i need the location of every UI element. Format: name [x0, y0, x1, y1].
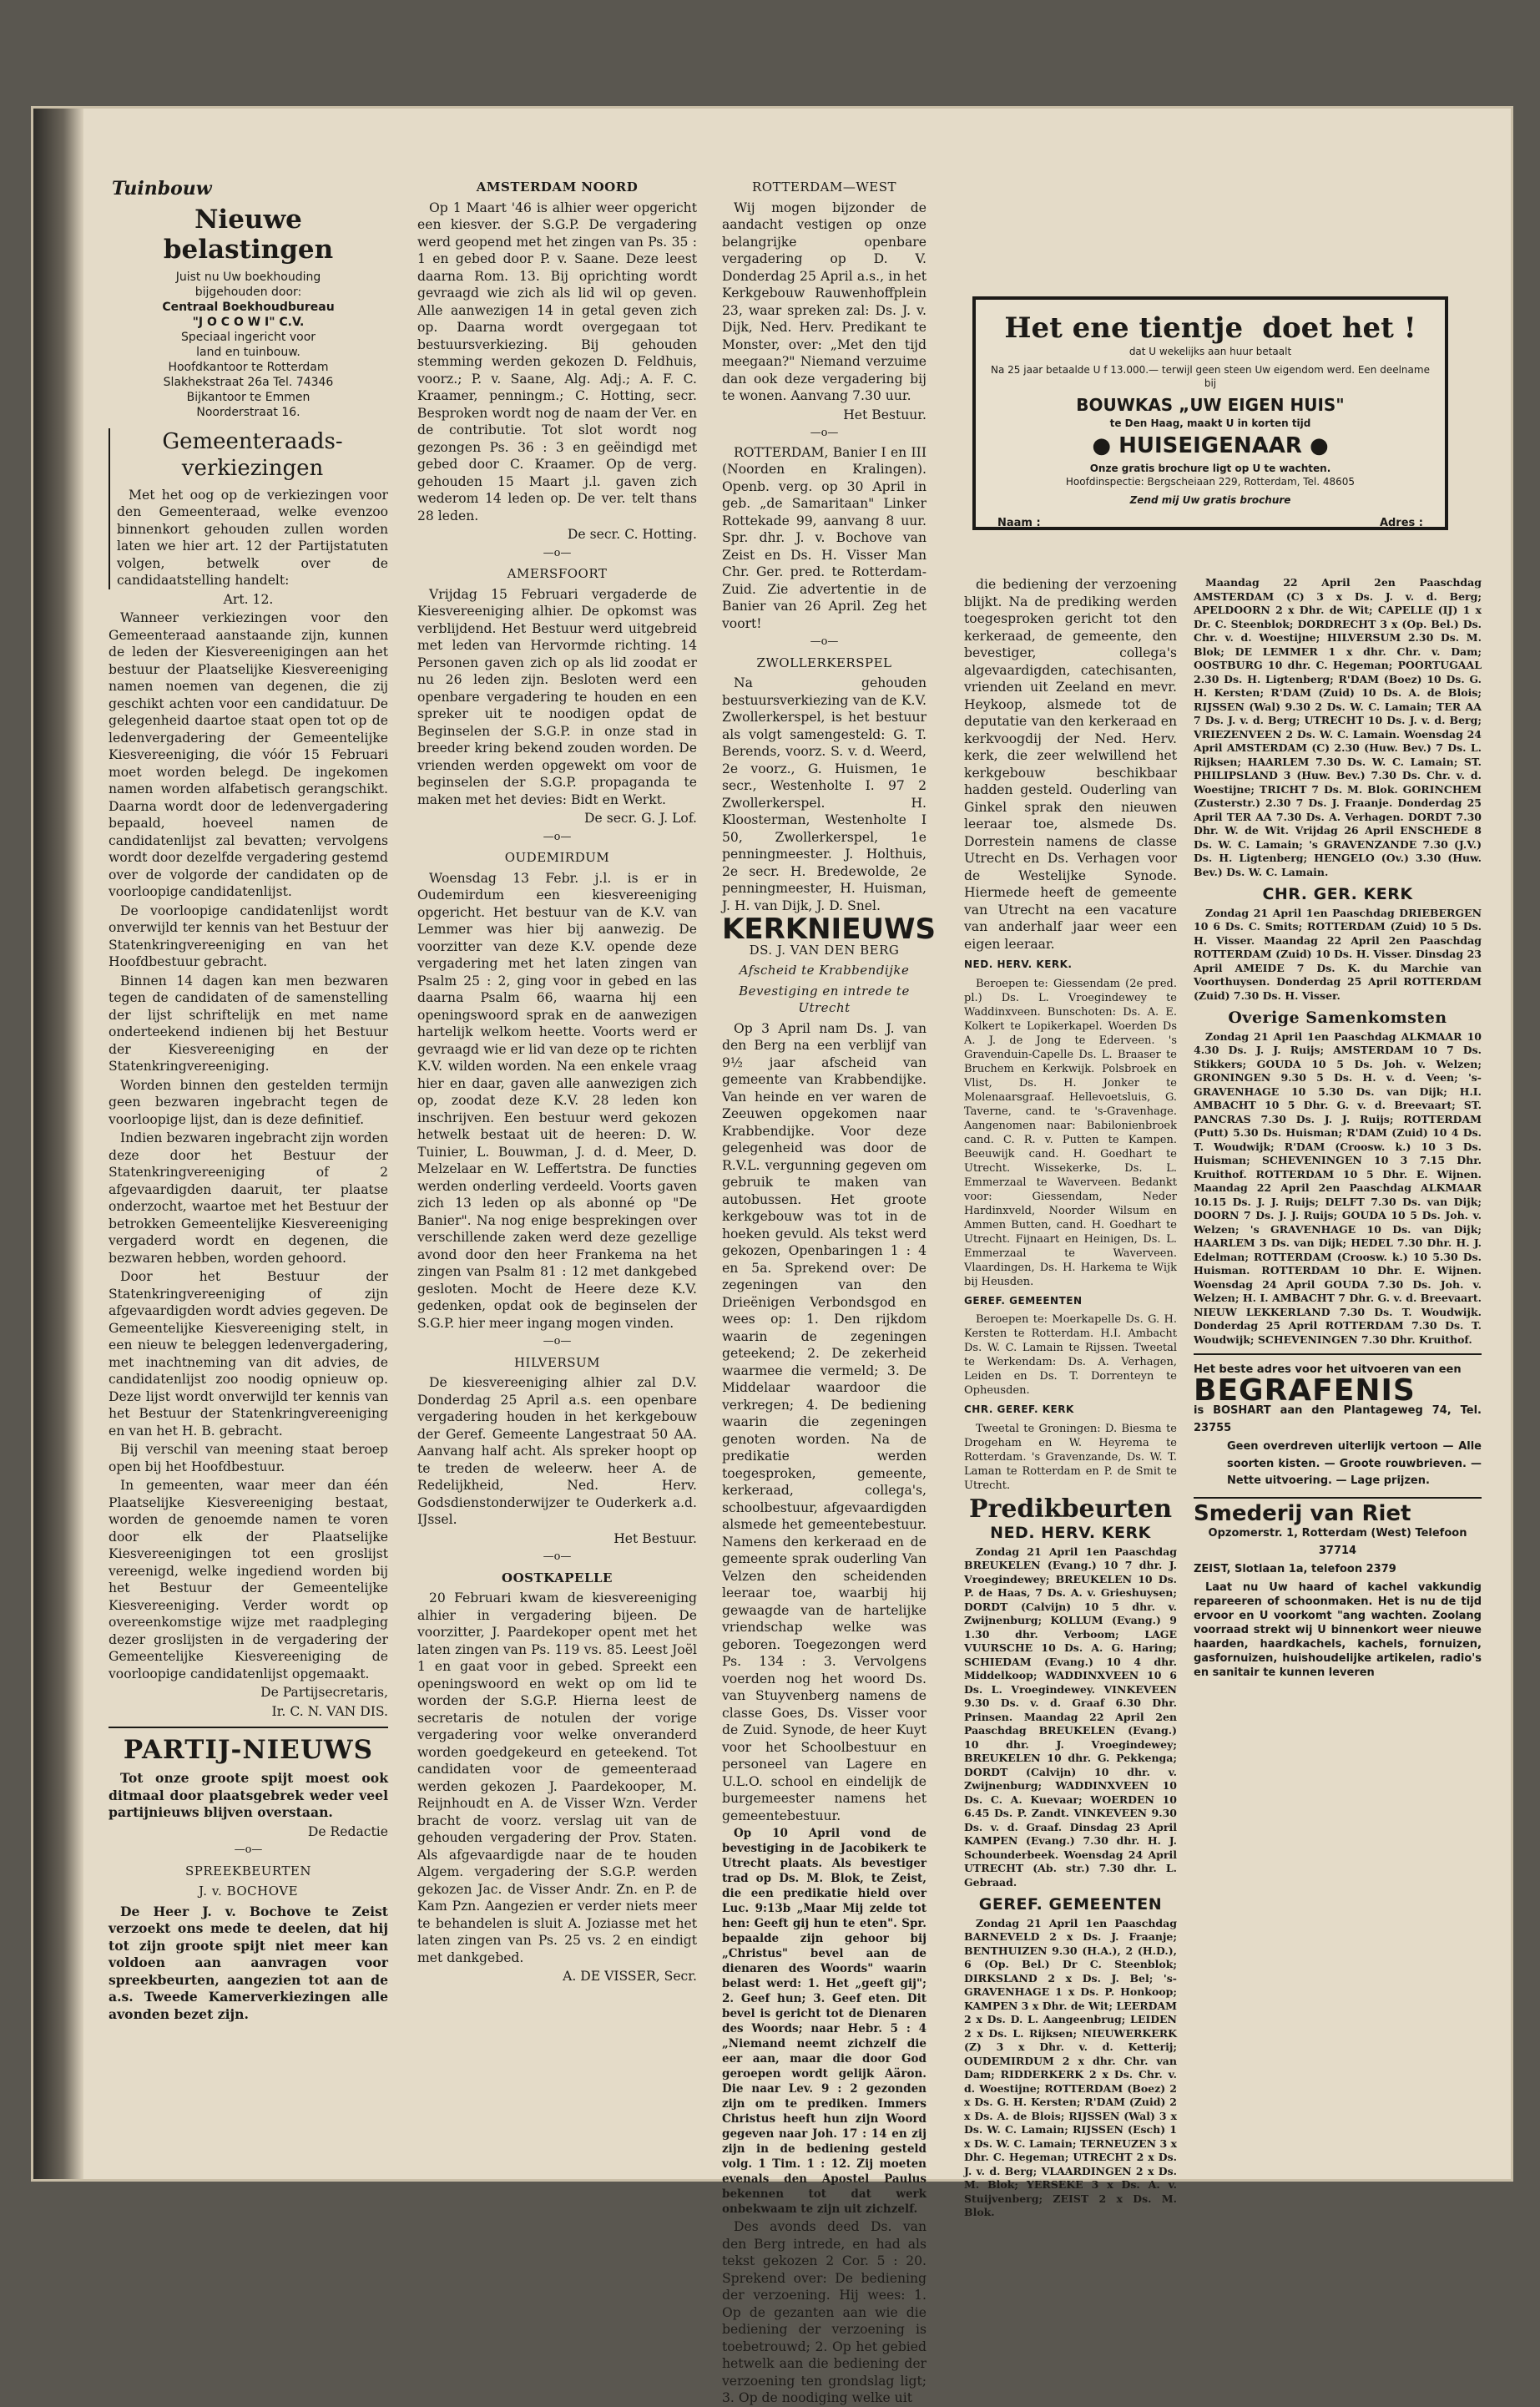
headline-nieuwe-belastingen: Nieuwe belastingen — [163, 204, 334, 265]
article-paragraph: De kiesvereeniging alhier zal D.V. Donderdag 25 April a.s. een openbare vergadering houden in het kerkgebouw der Geref. Gemeente Langestraat 50 AA. Aanvang half acht. Als spreker hoopt op te treden de weleerw. heer A. de Redelijkheid, Ned. Herv. Godsdienstonderwijzer te Ouderkerk a.d. IJssel. — [417, 1375, 697, 1527]
signature: De secr. C. Hotting. — [567, 527, 697, 542]
article-paragraph: Door het Bestuur der Statenkringvereeniging of zijn afgevaardigden wordt advies gegeven. De Gemeentelijke Kiesvereeniging stelt, in een nieuw te beleggen ledenvergadering, met inachtneming van dit advies, de candidatenlijst zoo noodig opnieuw op. Deze lijst wordt onverwijld ter kennis van het Bestuur der Statenkringvereeniging en van het H. B. gebracht. — [109, 1269, 388, 1439]
article-paragraph: Op 1 Maart '46 is alhier weer opgericht een kiesver. der S.G.P. De vergadering werd geopend met het zingen van Ps. 35 : 1 en gebed door P. v. Saane. Deze leest daarna Rom. 13. Bij oprichting wordt gevraagd wie zich als lid wil op geven. Alle aanwezigen 14 in getal geven zich op. Daarna wordt overgegaan tot bestuursverkiezing. Bij gehouden stemming werden gekozen D. Feldhuis, voorz.; P. v. Saane, Alg. Adj.; A. F. C. Kraamer, penningm.; C. Hotting, secr. Besproken wordt nog de naam der Ver. en de contributie. Tot slot wordt nog gezongen Ps. 36 : 3 en geëindigd met gebed door C. Kraamer. Op de verg. gehouden 15 Maart j.l. gaven zich wederom 14 leden op. De ver. telt thans 28 leden. — [417, 200, 697, 523]
divider-ornament: —o— — [543, 1335, 572, 1348]
binding-spine — [33, 109, 83, 2179]
ad-address: Hoofdinspectie: Bergscheiaan 229, Rotterdam, Tel. 48605 — [1065, 476, 1356, 488]
column-5 — [1194, 576, 1482, 2121]
article-paragraph: die bediening der verzoening blijkt. Na de prediking werden toegesproken gericht tot den kerkeraad, de gemeente, den bevestiger, collega's algevaardigden, catechisanten, vrienden uit Zeeland en mevr. Heykoop, alsmede tot de deputatie van den kerkeraad en kerkvoogdij der Ned. Herv. kerk, die zeer welwillend het kerkgebouw beschikbaar hadden gesteld. Ouderling van Ginkel sprak den nieuwen leeraar toe, alsmede Ds. Dorrestein namens de classe Utrecht en Ds. Verhagen voor de Westelijke Synode. Hiermede heeft de gemeente van Utrecht na een vacature van anderhalf jaar weer een eigen leeraar. — [964, 577, 1177, 952]
subheading-chr-ger-kerk: CHR. GER. KERK — [1262, 885, 1413, 903]
intro-line: "J O C O W I" C.V. — [192, 315, 305, 329]
article-paragraph: ROTTERDAM, Banier I en III (Noorden en Kralingen). Openb. verg. op 30 April in geb. „de Samaritaan" Linker Rottekade 99, aanvang 8 uur. Spr. dhr. J. v. Bochove van Zeist en Ds. H. Visser Man Chr. Ger. pred. te Rotterdam-Zuid. Zie advertentie in de Banier van 26 April. Zeg het voort! — [722, 444, 927, 631]
subheading-ned-herv-kerk-2: NED. HERV. KERK — [990, 1524, 1151, 1542]
signature: Het Bestuur. — [613, 1530, 697, 1546]
signature: A. DE VISSER, Secr. — [563, 1969, 697, 1984]
subheading-bevestiging: Bevestiging en intrede te Utrecht — [739, 983, 910, 1015]
article-paragraph: Indien bezwaren ingebracht zijn worden deze door het Bestuur der Statenkringvereeniging of 2 afgevaardigden daaruit, ter plaatse onderzocht, waartoe met het Bestuur der betrokken Gemeentelijke Kiesvereeniging vergaderd wordt en degenen, die bezwaren hebben, worden gehoord. — [109, 1130, 388, 1266]
subheading-van-den-berg: DS. J. VAN DEN BERG — [749, 942, 900, 958]
divider-ornament: —o— — [543, 546, 572, 559]
article-paragraph: De Heer J. v. Bochove te Zeist verzoekt ons mede te deelen, dat hij tot zijn groote spijt niet meer kan voldoen aan aanvragen voor spreekbeurten, aangezien tot aan de a.s. Tweede Kamerverkiezingen alle avonden bezet zijn. — [109, 1903, 388, 2022]
article-paragraph: Op 10 April vond de bevestiging in de Jacobikerk te Utrecht plaats. Als bevestiger trad op Ds. M. Blok, te Zeist, die een predikatie hield over Luc. 9:13b „Maar Mij zelde tot hen: Geeft gij hun te eten". Spr. bepaalde zijn gehoor bij „Christus" bevel aan de dienaren des Woords" waarin belast werd: 1. Het „geeft gij"; 2. Geef hun; 3. Geef eten. Dit bevel is gericht tot de Dienaren des Woords; naar Hebr. 5 : 4 „Niemand neemt zichzelf die eer aan, maar die door God geroepen wordt gelijk Aäron. Die naar Lev. 9 : 2 gezonden zijn om te prediken. Immers Christus heeft hun zijn Woord gegeven naar Joh. 17 : 14 en zij zijn in de bediening gesteld volg. 1 Tim. 1 : 12. Zij moeten evenals den Apostel Paulus bekennen tot dat werk onbekwaam te zijn uit zichzelf. — [722, 1827, 927, 2216]
intro-line: Centraal Boekhoudbureau — [162, 300, 335, 314]
ad-text: Na 25 jaar betaalde U f 13.000.— terwijl geen steen Uw eigendom werd. Een deelname bij — [991, 364, 1430, 389]
ad-huiseigenaar: ● HUISEIGENAAR ● — [1092, 433, 1329, 458]
article-paragraph: 20 Februari kwam de kiesvereeniging alhier in vergadering bijeen. De voorzitter, J. Paardekoper opent met het laten zingen van Ps. 119 vs. 85. Leest Joël 1 en gaat voor in gebed. Spreekt een openingswoord en wekt op om lid te worden der S.G.P. Hierna leest de secretaris de notulen der vorige vergadering voor welke onveranderd worden goedgekeurd en geteekend. Tot candidaten voor de gemeenteraad werden gekozen J. Paardekooper, M. Reijnhoudt en A. de Visser Wzn. Verder bracht de voorz. verslag uit van de gehouden vergadering der Prov. Staten. Als afgevaardigde naar de te houden Algem. vergadering der S.G.P. werden gekozen Jac. de Visser Andr. Zn. en P. de Kam Pzn. Aangezien er verder niets meer te behandelen is sluit A. Joziasse met het laten zingen van Ps. 25 vs. 2 en eindigt met dankgebed. — [417, 1590, 697, 1965]
subheading-spreekbeurten: SPREEKBEURTEN — [185, 1863, 311, 1879]
newspaper-page — [33, 109, 1511, 2405]
article-paragraph: Wij mogen bijzonder de aandacht vestigen op onze belangrijke openbare vergadering op D. V. Donderdag 25 April a.s., in het Kerkgebouw Rauwenhoffplein 23, waar spreken zal: Ds. J. v. Dijk, Ned. Herv. Predikant te Monster, over: „Met den tijd meegaan?" Niemand verzuime dan ook deze vergadering bij te wonen. Aanvang 7.30 uur. — [722, 200, 927, 403]
article-paragraph: In gemeenten, waar meer dan één Plaatselijke Kiesvereeniging bestaat, worden de genoemde namen te voren door elk der Plaatselijke Kiesvereenigingen tot een groslijst vereenigd, welke ingediend worden bij het Bestuur der Gemeentelijke Kiesvereeniging. Verder wordt op overeenkomstige wijze met raadpleging dezer groslijsten in de vergadering der Gemeentelijke Kiesvereeniging de voorloopige candidatenlijst opgemaakt. — [109, 1478, 388, 1681]
article-paragraph: Tweetal te Groningen: D. Biesma te Drogeham en W. Heyrema te Rotterdam. 's Gravenzande, Ds. W. T. Laman te Rotterdam en P. de Smit te Utrecht. — [964, 1422, 1177, 1492]
ad-address-label: Adres : — [1379, 517, 1423, 529]
divider-ornament: —o— — [810, 427, 839, 439]
smederij-ad-title: Smederij van Riet — [1194, 1500, 1411, 1526]
subheading-ned-herv-kerk: NED. HERV. KERK. — [964, 958, 1073, 970]
ad-headline-left: Het ene tientje — [1004, 311, 1244, 345]
article-paragraph: Vrijdag 15 Februari vergaderde de Kiesvereeniging alhier. De opkomst was verblijdend. Het Bestuur werd uitgebreid met leden van Hervormde richting. 14 Personen gaven zich op als lid zoodat er nu 26 leden zijn. Besloten werd een openbare vergadering te houden en een spreker uit te noodigen opdat de Beginselen der S.G.P. in onze stad in breeder kring bekend zouden worden. De vrienden werden opgewekt om voor de beginselen der S.G.P. propaganda te maken met het devies: Bidt en Werkt. — [417, 586, 697, 807]
divider — [1194, 1353, 1482, 1355]
subheading-overige-samenkomsten: Overige Samenkomsten — [1228, 1009, 1447, 1027]
bouwkas-advertisement — [972, 296, 1448, 530]
article-paragraph: Na gehouden bestuursverkiezing van de K.V. Zwollerkerspel, is het bestuur als volgt samengesteld: G. T. Berends, voorz. S. v. d. Weerd, 2e voorz., G. Huismen, 1e secr., Westenholte I. 97 2 Zwollerkerspel. H. Kloosterman, Westenholte I 50, Zwollerkerspel, 1e penningmeester. J. Holthuis, 2e secr. H. Bredewolde, 2e penningmeester, H. Huisman, J. H. van Dijk, J. D. Snel. — [722, 675, 927, 913]
ad-name-label: Naam : — [997, 517, 1041, 529]
article-paragraph: Tot onze groote spijt moest ook ditmaal door plaatsgebrek weder veel partijnieuws blijven overstaan. — [109, 1770, 388, 1820]
signature: De secr. G. J. Lof. — [584, 811, 697, 826]
subheading-zwollerkerspel: ZWOLLERKERSPEL — [756, 655, 892, 670]
subheading-amsterdam-noord: AMSTERDAM NOORD — [476, 180, 639, 195]
ad-text: Onze gratis brochure ligt op U te wachten. — [1089, 463, 1331, 474]
subheading-oudemirdum: OUDEMIRDUM — [504, 850, 610, 865]
section-kicker: Tuinbouw — [112, 178, 212, 200]
intro-line: Bijkantoor te Emmen — [186, 390, 311, 404]
intro-line: Slakhekstraat 26a Tel. 74346 — [163, 375, 334, 389]
intro-line: Hoofdkantoor te Rotterdam — [168, 360, 329, 374]
article-paragraph: Binnen 14 dagen kan men bezwaren tegen de candidaten of de samenstelling der lijst schriftelijk en met name onderteekend indienen bij het Bestuur der Kiesvereeniging en der Statenkringvereeniging. — [109, 973, 388, 1074]
ad-text: te Den Haag, maakt U in korten tijd — [1109, 417, 1311, 429]
divider-ornament: —o— — [543, 1550, 572, 1563]
ad-subline: dat U wekelijks aan huur betaalt — [1128, 346, 1292, 357]
begrafenis-ad-title: BEGRAFENIS — [1194, 1373, 1416, 1408]
article-paragraph: Op 3 April nam Ds. J. van den Berg na een verblijf van 9½ jaar afscheid van gemeente van Krabbendijke. Van heinde en ver waren de Zeeuwen opgekomen naar Krabbendijke. Voor deze gelegenheid was door de R.V.L. vergunning gegeven om gebruik te maken van autobussen. Het groote kerkgebouw was tot in de hoeken gevuld. Als tekst werd gekozen, Openbaringen 1 : 4 en 5a. Sprekend over: De zegeningen van den Drieënigen Verbondsgod en wees op: 1. Den rijkdom waarin de zegeningen geteekend; 2. De zekerheid waarmee die vermeld; 3. De Middelaar waardoor die verkregen; 4. De bediening waarin die zegeningen genoten worden. Na de predikatie werden toegesproken, gemeente, kerkeraad, collega's, schoolbestuur, afgevaardigden alsmede het gemeentebestuur. Namens den kerkeraad en de gemeente sprak ouderling Van Velzen den scheidenden leeraar toe, waarbij hij gewaagde van de hartelijke vriendschap welke was geboren. Toegezongen werd Ps. 134 : 3. Vervolgens voerden nog het woord Ds. van Stuyvenberg namens de classe Goes, Ds. Visser voor de Zuid. Synode, de heer Kuyt voor het Schoolbestuur en personeel van Lagere en U.L.O. school en eindelijk de burgemeester namens het gemeentebestuur. — [722, 1020, 927, 1823]
article-paragraph: Beroepen te: Giessendam (2e pred. pl.) Ds. L. Vroegindewey te Waddinxveen. Bunschoten: Ds. A. E. Kolkert te Lopikerkapel. Woerden Ds A. J. de Jong te Ederveen. 's Gravenduin-Capelle Ds. L. Braaser te Bruchem en Kerkwijk. Polsbroek en Vlist, Ds. H. Jonker te Molenaarsgraaf. Hellevoetsluis, G. Taverne, cand. te 's-Gravenhage. Aangenomen naar: Babilonienbroek cand. C. R. v. Putten te Kampen. Beeuwijk cand. H. Goedhart te Utrecht. Wissekerke, Ds. L. Emmerzaal te Waverveen. Bedankt voor: Giessendam, Neder Hardinxveld, Noorder Wilsum en Ammen Butten, cand. H. Goedhart te Utrecht. Fijnaart en Heinigen, Ds. L. Emmerzaal te Waverveen. Vlaardingen, Ds. H. Harkema te Wijk bij Heusden. — [964, 977, 1177, 1288]
article-paragraph: Wanneer verkiezingen voor den Gemeenteraad aanstaande zijn, kunnen de leden der Kiesvereenigingen aan het bestuur der Plaatselijke Kiesvereeniging namen noemen van degenen, die zij geschikt achten voor een candidatuur. De gelegenheid daartoe staat open tot op de ledenvergadering der Gemeentelijke Kiesvereeniging, die vóór 15 Februari moet worden belegd. De ingekomen namen worden alfabetisch gerangschikt. Daarna wordt door de ledenvergadering bepaald, hoeveel namen de candidatenlijst zal bevatten; vervolgens wordt door dezelfde vergadering gestemd over de volgorde der candidaten op de voorloopige candidatenlijst. — [109, 610, 388, 899]
divider-ornament: —o— — [234, 1843, 263, 1856]
ad-company: BOUWKAS „UW EIGEN HUIS" — [1076, 395, 1345, 415]
intro-line: Speciaal ingericht voor — [180, 330, 316, 344]
divider-ornament: —o— — [543, 830, 572, 843]
article-paragraph: Beroepen te: Moerkapelle Ds. G. H. Kersten te Rotterdam. H.I. Ambacht Ds. W. C. Lamain te Rijssen. Tweetal te Werkendam: Ds. A. Verhagen, Leiden en Ds. T. Dorrenteyn te Opheusden. — [964, 1313, 1177, 1397]
column-2 — [417, 175, 697, 2121]
subheading-geref-gemeenten-2: GEREF. GEMEENTEN — [978, 1895, 1163, 1914]
smederij-ad-zeist: ZEIST, Slotlaan 1a, telefoon 2379 — [1194, 1563, 1396, 1575]
column-4 — [964, 576, 1177, 2218]
article-paragraph: De voorloopige candidatenlijst wordt onverwijld ter kennis van het Bestuur der Statenkringvereeniging en van het Hoofdbestuur gebracht. — [109, 903, 388, 969]
headline-partij-nieuws: PARTIJ-NIEUWS — [123, 1735, 374, 1765]
subheading-bochove: J. v. BOCHOVE — [198, 1884, 299, 1899]
intro-block — [109, 270, 388, 420]
subheading-oostkapelle: OOSTKAPELLE — [502, 1570, 613, 1585]
subheading-geref-gemeenten: GEREF. GEMEENTEN — [964, 1294, 1083, 1307]
subheading-chr-geref-kerk: CHR. GEREF. KERK — [964, 1403, 1074, 1415]
subheading-afscheid: Afscheid te Krabbendijke — [739, 963, 910, 978]
headline-predikbeurten: Predikbeurten — [968, 1494, 1173, 1524]
schedule-list: Maandag 22 April 2en Paaschdag AMSTERDAM (C) 3 x Ds. J. v. d. Berg; APELDOORN 2 x Dhr. de Wit; CAPELLE (IJ) 1 x Dr. C. Steenblok; DORDRECHT 3 x (Op. Bel.) Ds. Chr. v. d. Woestijne; HILVERSUM 2.30 Ds. M. Blok; DE LEMMER 1 x dhr. Chr. v. Dam; OOSTBURG 10 dhr. C. Hegeman; POORTUGAAL 2.30 Ds. H. Ligtenberg; R'DAM (Boez) 10 Ds. G. H. Kersten; R'DAM (Zuid) 10 Ds. A. de Blois; RIJSSEN (Wal) 9.30 2 Ds. W. C. Lamain; TER AA 7 Ds. J. v. d. Berg; UTRECHT 10 Ds. J. v. d. Berg; VRIEZENVEEN 2 Ds. W. C. Lamain. Woensdag 24 April AMSTERDAM (C) 2.30 (Huw. Bev.) 7 Ds. L. Rijksen; HAARLEM 7.30 Ds. W. C. Lamain; ST. PHILIPSLAND 3 (Huw. Bev.) 7.30 Ds. Chr. v. d. Woestijne; TRICHT 7 Ds. M. Blok. GORINCHEM (Zusterstr.) 2.30 7 Ds. J. Fraanje. Donderdag 25 April TER AA 7.30 Ds. A. Verhagen. DORDT 7.30 Dhr. W. de Wit. Vrijdag 26 April ENSCHEDE 8 Ds. W. C. Lamain; 's GRAVENZANDE 7.30 (J.V.) Ds. H. Ligtenberg; HENGELO (Ov.) 3.30 (Huw. Bev.) Ds. W. C. Lamain. — [1194, 576, 1482, 878]
ad-headline-right: doet het ! — [1262, 311, 1416, 345]
ad-coupon-text: Zend mij Uw gratis brochure — [1129, 494, 1291, 506]
signature: De Redactie — [307, 1823, 388, 1839]
article-paragraph: Worden binnen den gestelden termijn geen bezwaren ingebracht tegen de voorloopige lijst, dan is deze definitief. — [109, 1077, 388, 1127]
begrafenis-ad-text: Geen overdreven uiterlijk vertoon — Alle soorten kisten. — Groote rouwbrieven. — Nette uitvoering. — Lage prijzen. — [1227, 1440, 1482, 1487]
article-paragraph: Woensdag 13 Febr. j.l. is er in Oudemirdum een kiesvereeniging opgericht. Het bestuur van de K.V. van Lemmer was hier bij aanwezig. De voorzitter van deze K.V. opende deze vergadering met het laten zingen van Psalm 25 : 2, ging voor in gebed en las daarna Psalm 66, waarna hij een openingswoord sprak en de aanwezigen hartelijk welkom heette. Voorts werd er gevraagd wie er lid van deze op te richten K.V. wilden worden. Na een enkele vraag hier en daar, gaven alle aanwezigen zich op, zoodat deze K.V. 28 leden kon inschrijven. Een bestuur werd gekozen hetwelk bestaat uit de heeren: D. W. Tuinier, L. Bouwman, J. d. d. Meer, D. Melzelaar en W. Leffertstra. De functies werden onderling verdeeld. Voorts gaven zich 13 leden op als abonné op "De Banier". Na nog enige besprekingen over verschillende zaken werd deze gezellige avond door den heer Frankema na het zingen van Psalm 81 : 12 met dankgebed gesloten. Mocht de Heere deze K.V. gedenken, opdat ook de beginselen der S.G.P. hier meer ingang mogen vinden. — [417, 870, 697, 1331]
gemeenteraad-article — [109, 428, 388, 589]
signature-title: De Partijsecretaris, — [260, 1685, 388, 1700]
headline-gemeenteraadsverkiezingen: Gemeenteraads- verkiezingen — [162, 428, 343, 481]
schedule-list: Zondag 21 April 1en Paaschdag ALKMAAR 10 4.30 Ds. J. J. Ruijs; AMSTERDAM 10 7 Ds. Stikkers; GOUDA 10 5 Ds. Joh. v. Welzen; GRONINGEN 9.30 5 Ds. H. v. d. Veen; 's-GRAVENHAGE 10 5.30 Ds. van Dijk; H.I. AMBACHT 10 5 Dhr. G. v. d. Breevaart; ST. PANCRAS 7.30 Ds. J. J. Ruijs; ROTTERDAM (Putt) 5.30 Ds. Huisman; R'DAM (Zuid) 10 4 Ds. T. Woudwijk; R'DAM (Croosw. k.) 10 3 Ds. Huisman; SCHEVENINGEN 10 3 7.15 Dhr. Kruithof. ROTTERDAM 10 5 Dhr. E. Wijnen. Maandag 22 April 2en Paaschdag ALKMAAR 10.15 Ds. J. J. Ruijs; DELFT 7.30 Ds. van Dijk; DOORN 7 Ds. J. J. Ruijs; GOUDA 10 5 Ds. Joh. v. Welzen; 's GRAVENHAGE 10 Ds. van Dijk; HAARLEM 3 Ds. van Dijk; HEDEL 7.30 Dhr. H. J. Edelman; ROTTERDAM (Croosw. k.) 10 5.30 Ds. Huisman. ROTTERDAM 10 Dhr. E. Wijnen. Woensdag 24 April GOUDA 7.30 Ds. Joh. v. Welzen; H. I. AMBACHT 7 Dhr. G. v. d. Breevaart. NIEUW LEKKERLAND 7.30 Ds. T. Woudwijk. Donderdag 25 April ROTTERDAM 7.30 Ds. T. Woudwijk; SCHEVENINGEN 7.30 Dhr. Kruithof. — [1194, 1029, 1482, 1346]
begrafenis-ad-intro: Het beste adres voor het uitvoeren van een — [1194, 1363, 1462, 1376]
signature: Het Bestuur. — [843, 407, 927, 422]
schedule-list: Zondag 21 April 1en Paaschdag BREUKELEN (Evang.) 10 7 dhr. J. Vroegindewey; BREUKELEN 10 Ds. P. de Haas, 7 Ds. A. v. Grieshuysen; DORDT (Calvijn) 10 5 dhr. v. Zwijnenburg; KOLLUM (Evang.) 9 1.30 dhr. Verboom; LAGE VUURSCHE 10 Ds. A. G. Haring; SCHIEDAM (Evang.) 10 4 dhr. Middelkoop; WADDINXVEEN 10 6 Ds. L. Vroegindewey. VINKEVEEN 9.30 Ds. v. d. Graaf 6.30 Dhr. Prinsen. Maandag 22 April 2en Paaschdag BREUKELEN (Evang.) 10 dhr. J. Vroegindewey; BREUKELEN 10 dhr. G. Pekkenga; DORDT (Calvijn) 10 dhr. v. Zwijnenburg; WADDINXVEEN 10 Ds. C. A. Kuevaar; WOERDEN 10 6.45 Ds. P. Zandt. VINKEVEEN 9.30 Ds. v. d. Graaf. Dinsdag 23 April KAMPEN (Evang.) 7.30 dhr. H. J. Schounderbeek. Woensdag 24 April UTRECHT (Ab. str.) 7.30 dhr. L. Gebraad. — [964, 1545, 1177, 1889]
intro-line: bijgehouden door: — [194, 285, 302, 299]
divider — [1194, 1497, 1482, 1499]
intro-line: land en tuinbouw. — [196, 345, 300, 359]
intro-line: Juist nu Uw boekhouding — [175, 270, 321, 284]
subheading-amersfoort: AMERSFOORT — [507, 566, 608, 581]
column-1 — [109, 175, 388, 2121]
divider — [109, 1727, 388, 1728]
article-paragraph: Bij verschil van meening staat beroep open bij het Hoofdbestuur. — [109, 1442, 388, 1474]
begrafenis-ad-address: is BOSHART aan den Plantageweg 74, Tel. 23755 — [1194, 1404, 1482, 1434]
article-paragraph: Met het oog op de verkiezingen voor den Gemeenteraad, welke evenzoo binnenkort gehouden zullen worden laten we hier art. 12 der Partijstatuten volgen, betwelk over de candidaatstelling handelt: — [117, 487, 388, 588]
smederij-ad-text: Laat nu Uw haard of kachel vakkundig repareeren of schoonmaken. Het is nu de tijd ervoor en U voorkomt "ang wachten. Zoolang voorraad strekt wij U binnenkort weer nieuwe haarden, haardkachels, kachels, fornuizen, gasfornuizen, huishoudelijke artikelen, radio's en sanitair te kunnen leveren — [1194, 1580, 1482, 1679]
signature-name: Ir. C. N. VAN DIS. — [271, 1703, 388, 1719]
schedule-list: Zondag 21 April 1en Paaschdag DRIEBERGEN 10 6 Ds. C. Smits; ROTTERDAM (Zuid) 10 5 Ds. H. Visser. Maandag 22 April 2en Paaschdag ROTTERDAM (Zuid) 10 Ds. H. Visser. Dinsdag 23 April AMEIDE 7 Ds. K. du Marchie van Voorthuysen. Donderdag 25 April ROTTERDAM (Zuid) 7.30 Ds. H. Visser. — [1194, 906, 1482, 1002]
smederij-ad-address: Opzomerstr. 1, Rotterdam (West) Telefoon 37714 — [1208, 1527, 1467, 1557]
ad-coupon-form — [991, 517, 1430, 529]
intro-line: Noorderstraat 16. — [196, 405, 300, 419]
article-paragraph: Des avonds deed Ds. van den Berg intrede, en had als tekst gekozen 2 Cor. 5 : 20. Sprekend over: De bediening der verzoening. Hij wees: 1. Op de gezanten aan wie die bediening der verzoening is toebetrouwd; 2. Op het gebied hetwelk aan die bediening der verzoening ten grondslag ligt; 3. Op de noodiging welke uit — [722, 2219, 927, 2405]
headline-kerknieuws: KERKNIEUWS — [722, 913, 937, 946]
subheading-rotterdam-west: ROTTERDAM—WEST — [752, 180, 896, 195]
schedule-list: Zondag 21 April 1en Paaschdag BARNEVELD 2 x Ds. J. Fraanje; BENTHUIZEN 9.30 (H.A.), 2 (H.D.), 6 (Op. Bel.) Dr C. Steenblok; DIRKSLAND 2 x Ds. J. Bel; 's-GRAVENHAGE 1 x Ds. P. Honkoop; KAMPEN 3 x Dhr. de Wit; LEERDAM 2 x Ds. D. L. Aangeenbrug; LEIDEN 2 x Ds. L. Rijksen; NIEUWERKERK (Z) 3 x Dhr. v. d. Ketterij; OUDEMIRDUM 2 x dhr. Chr. van Dam; RIDDERKERK 2 x Ds. Chr. v. d. Woestijne; ROTTERDAM (Boez) 2 x Ds. G. H. Kersten; R'DAM (Zuid) 2 x Ds. A. de Blois; RIJSSEN (Wal) 3 x Ds. W. C. Lamain; RIJSSEN (Esch) 1 x Ds. W. C. Lamain; TERNEUZEN 3 x Dhr. C. Hegeman; UTRECHT 2 x Ds. J. v. d. Berg; VLAARDINGEN 2 x Ds. M. Blok; YERSEKE 3 x Ds. A. v. Stuijvenberg; ZEIST 2 x Ds. M. Blok. — [964, 1916, 1177, 2218]
divider-ornament: —o— — [810, 635, 839, 648]
subheading-hilversum: HILVERSUM — [513, 1354, 601, 1370]
column-3 — [722, 175, 937, 2405]
article-heading: Art. 12. — [223, 591, 274, 607]
